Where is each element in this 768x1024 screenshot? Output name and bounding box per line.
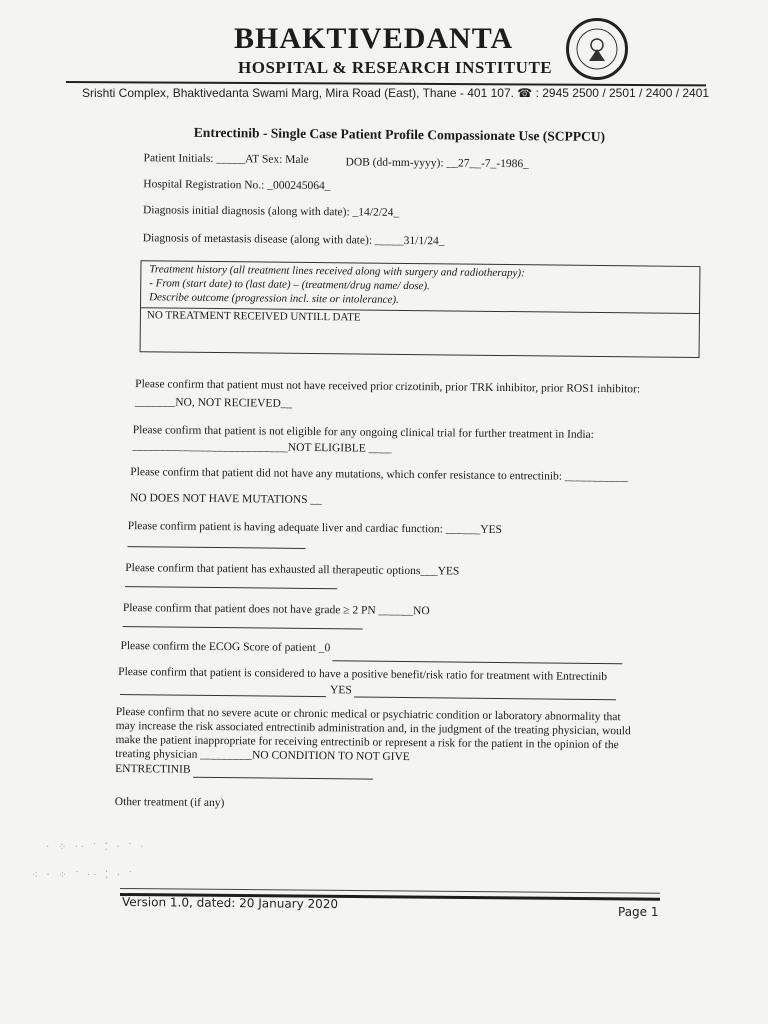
scan-noise-mark: · ⁘ ·· ˙ ⁚ · ˙ ·: [46, 842, 147, 853]
answer-mutations: NO DOES NOT HAVE MUTATIONS __: [129, 492, 323, 507]
question-mutations: Please confirm that patient did not have any mutations, which confer resistance to entrectinib: ___________: [130, 466, 629, 484]
patient-initials-sex: Patient Initials: _____AT Sex: Male: [143, 152, 309, 166]
question-clinical-trial: Please confirm that patient is not eligible for any ongoing clinical trial for further treatment in India:: [132, 424, 594, 441]
ecog-answer-line: [332, 660, 622, 664]
history-label-2: - From (start date) to (last date) – (treatment/drug name/ dose).: [149, 277, 430, 293]
registration-number: Hospital Registration No.: _000245064_: [143, 178, 331, 193]
treatment-history-value: NO TREATMENT RECEIVED UNTILL DATE: [146, 309, 361, 324]
question-condition-line-1: Please confirm that no severe acute or chronic medical or psychiatric condition or laboratory abnormality that: [115, 705, 621, 724]
version-text: Version 1.0, dated: 20 January 2020: [121, 894, 339, 912]
initial-diagnosis: Diagnosis initial diagnosis (along with date): _14/2/24_: [142, 204, 400, 219]
signature-line-options: [125, 586, 337, 589]
answer-condition: ENTRECTINIB: [115, 762, 191, 776]
hospital-address: Srishti Complex, Bhaktivedanta Swami Marg, Mira Road (East), Thane - 401 107. ☎ : 2945 2500 / 2501 / 2400 / 2401: [82, 86, 710, 100]
other-treatment-label: Other treatment (if any): [114, 795, 225, 810]
history-label-3: Describe outcome (progression incl. site or intolerance).: [149, 291, 399, 306]
form-body: [114, 118, 682, 810]
question-condition-line-2: may increase the risk associated entrectinib administration and, in the judgment of the treating physician, would: [115, 719, 631, 738]
history-label-1: Treatment history (all treatment lines received along with surgery and radiotherapy):: [149, 263, 525, 280]
form-title: Entrectinib - Single Case Patient Profile Compassionate Use (SCPPCU): [193, 124, 606, 145]
treatment-history-box: [140, 260, 701, 358]
question-liver-cardiac: Please confirm patient is having adequate liver and cardiac function: ______YES: [127, 520, 503, 537]
scan-noise-mark-2: ⁖ · ⁘ ˙ ·· ⁚ · ˙: [32, 870, 135, 881]
benefit-risk-line-left: [120, 694, 326, 697]
hospital-brand-subtitle: HOSPITAL & RESEARCH INSTITUTE: [238, 58, 553, 77]
hospital-brand-name: BHAKTIVEDANTA: [234, 22, 514, 55]
date-of-birth: DOB (dd-mm-yyyy): __27__-7_-1986_: [345, 156, 529, 171]
question-prior-inhibitors: Please confirm that patient must not have received prior crizotinib, prior TRK inhibitor, prior ROS1 inhibitor:: [135, 378, 641, 396]
metastasis-diagnosis: Diagnosis of metastasis disease (along with date): _____31/1/24_: [142, 232, 445, 248]
page-number: Page 1: [618, 905, 659, 919]
question-ecog-score: Please confirm the ECOG Score of patient _0: [120, 640, 331, 655]
answer-prior-inhibitors: _______NO, NOT RECIEVED__: [134, 396, 293, 410]
answer-clinical-trial: ___________________________NOT ELIGIBLE ____: [132, 440, 392, 455]
answer-benefit-risk: YES: [329, 684, 352, 697]
hospital-seal-logo-icon: [566, 18, 628, 80]
signature-line-pn: [123, 626, 363, 630]
signature-line-liver: [128, 546, 306, 549]
condition-answer-line: [193, 777, 373, 780]
question-therapeutic-options: Please confirm that patient has exhausted all therapeutic options___YES: [125, 562, 460, 578]
question-condition-line-3: make the patient inappropriate for receiving entrectinib or represent a risk for the patient in the opinion of the: [115, 733, 619, 752]
question-condition-line-4: treating physician _________NO CONDITION TO NOT GIVE: [115, 747, 410, 764]
question-benefit-risk: Please confirm that patient is considered to have a positive benefit/risk ratio for treatment with Entrectinib: [118, 665, 608, 684]
benefit-risk-line-right: [354, 696, 616, 700]
question-grade-pn: Please confirm that patient does not have grade ≥ 2 PN ______NO: [122, 602, 430, 618]
